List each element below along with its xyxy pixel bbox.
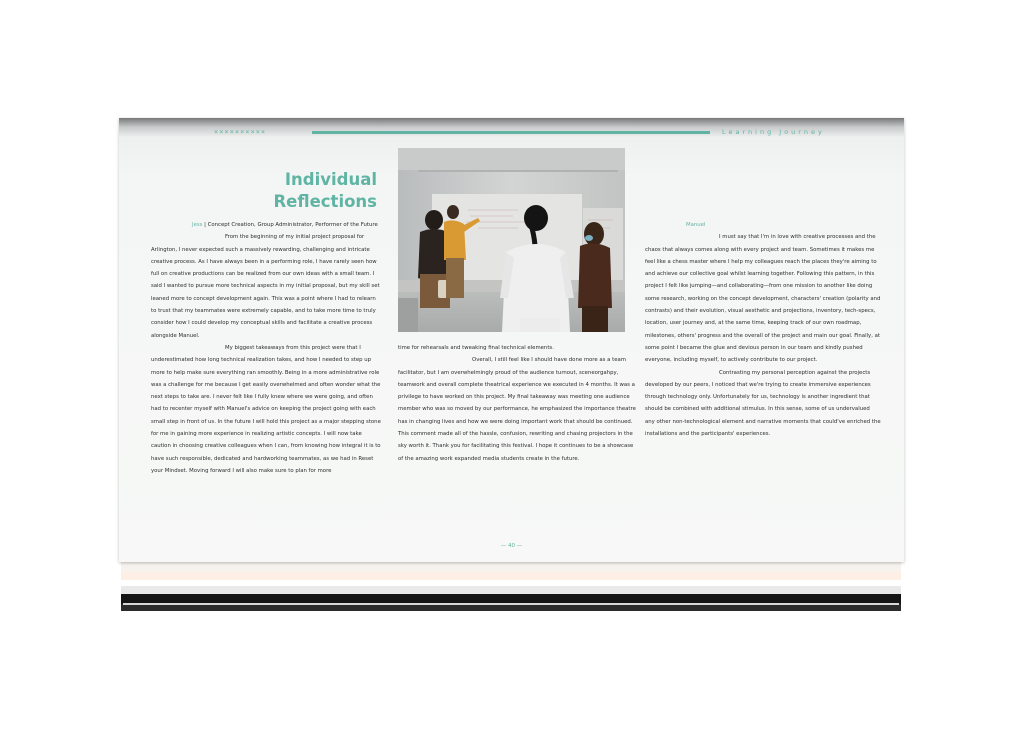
classroom-photo-icon — [398, 148, 625, 332]
reflection-column-jess — [151, 219, 381, 477]
paragraph: My biggest takeaways from this project were that I underestimated how long technical realization takes, and how I needed to step up more to help make sure everything ran smoothly. Being in a more administrative role was a challenge for me because I get easily overwhelmed and often wonder what the next steps to take are. I never felt like I fully knew where we were going, and often had to recenter myself with Manuel's advice on keeping the project going with each small step in front of us. In the future I will hold this project as a major stepping stone for me in gaining more experience in realizing artistic concepts. I will now take caution in choosing creative colleagues when I can, from knowing how integral it is to have such responsible, dedicated and hardworking teammates, as we had in Reset your Mindset. Moving forward I will also make sure to plan for more — [151, 344, 381, 474]
page-number: — 40 — — [500, 543, 523, 549]
author-credit-jess — [151, 219, 381, 231]
author-name: Jess — [192, 222, 203, 228]
paragraph: Overall, I still feel like I should have done more as a team facilitator, but I am overwhelmingly proud of the audience turnout, sceneorgahpy, teamwork and overall complete theatrical experience we executed in 4 months. It was a privilege to have worked on this project. My final takeaway was meeting one audience member who was so moved by our performance, he emphasized the importance theatre has in changing lives and how we were doing important work that should be continued. This comment made all of the hassle, confusion, rewriting and chasing projectors in the sky worth it. Thank you for facilitating this festival. I hope it continues to be a showcase of the amazing work expanded media students create in the future. — [398, 357, 636, 462]
paragraph: Contrasting my personal perception against the projects developed by our peers, I noticed that we're trying to create immersive experiences through technology only. Unfortunately for us, technology is another ingredient that should be combined with additional stimulus. In this sense, some of us undervalued any other non-technological element and narrative moments that could've enriched the installations and the participants' experiences. — [645, 369, 881, 438]
page-title: Individual Reflections — [273, 170, 377, 211]
header-rule-line — [312, 131, 710, 134]
page-stack-edge — [121, 572, 901, 580]
header-decorative-marks: ×××××××××× — [214, 128, 267, 136]
page-stack-edge — [121, 586, 901, 594]
book-page — [119, 118, 904, 562]
paragraph: time for rehearsals and tweaking final technical elements. — [398, 345, 554, 351]
book-cover-edge — [121, 604, 901, 611]
paragraph: From the beginning of my initial project proposal for Arlington, I never expected such a massively rewarding, challenging and intricate creative process. As I have always been in a performing role, I have rarely seen how full on creative productions can be realized from our own ideas with a small team. I said I wanted to pursue more technical aspects in my initial proposal, but my skill set leaned more to concept development again. This was a point where I had to relearn to trust that my teammates were extremely capable, and to take more time to truly consider how I could develop my conceptual skills and facilitate a creative process alongside Manuel. — [151, 234, 380, 339]
paragraph: I must say that I'm in love with creative processes and the chaos that always comes along with every project and team. Sometimes it makes me feel like a chess master where I help my colleagues reach the places they're aiming to and achieve our collective goal whilst learning together. Following this pattern, in this project I felt like jumping—and collaborating—from one mission to another like doing some research, working on the concept development, characters' creation (polarity and contrasts) and their evolution, visual aesthetic and projections, inventory, tech-specs, location, user journey and, at the same time, keeping track of our own roadmap, milestones, others' progress and the overall of the project and main our goal. Finally, at some point I became the glue and devious person in our team and kindly pushed everyone, including myself, to actively contribute to our project. — [645, 234, 881, 364]
section-label: Learning Journey — [722, 128, 825, 136]
book-cover-highlight — [123, 603, 899, 605]
author-role: | Concept Creation, Group Administrator, Performer of the Future — [202, 222, 378, 228]
reflection-column-manuel — [645, 219, 881, 440]
author-name: Manuel — [686, 222, 706, 228]
reflection-column-continued — [398, 342, 638, 465]
